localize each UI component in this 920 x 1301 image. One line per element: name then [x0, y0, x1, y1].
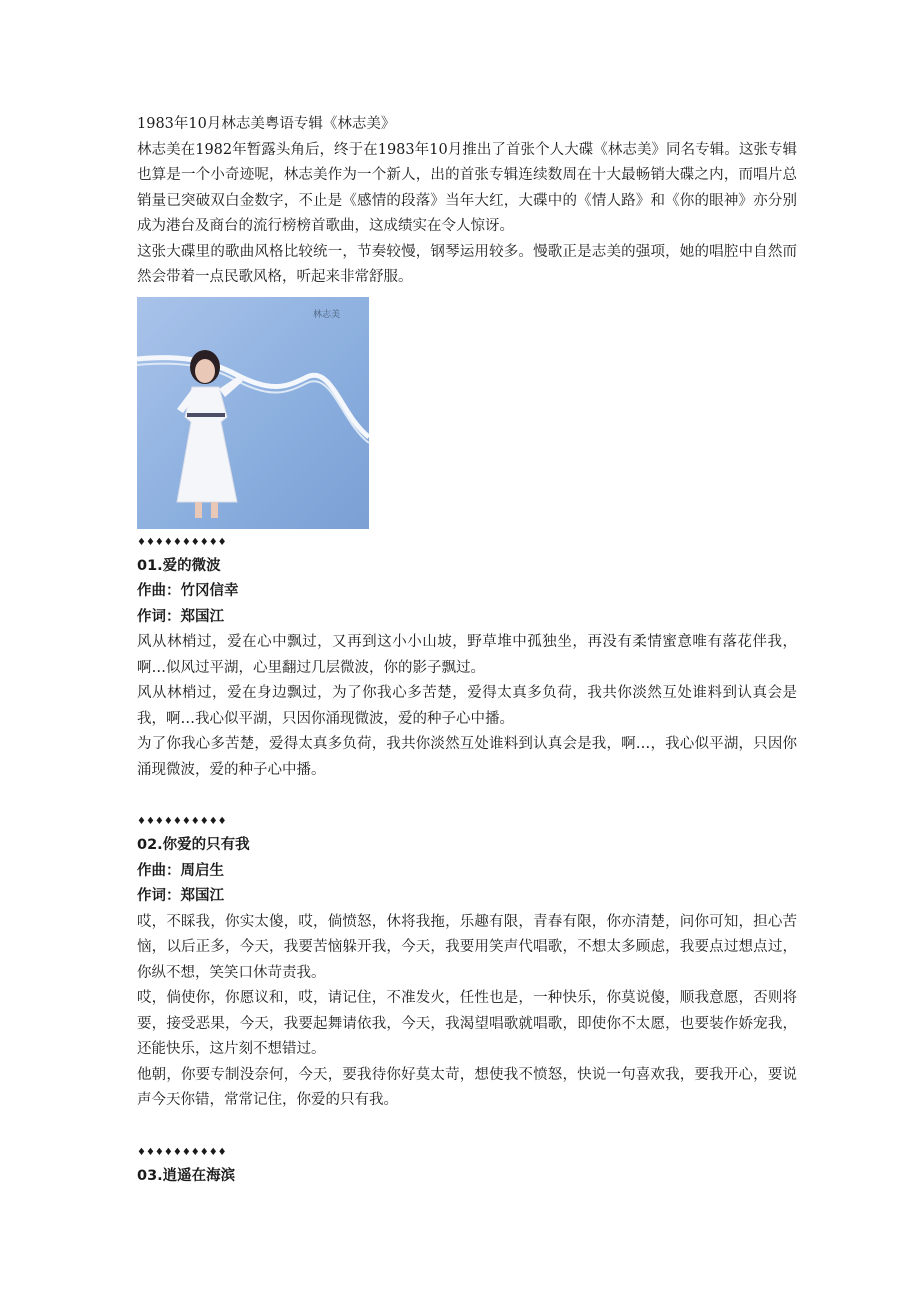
song-title: 02.你爱的只有我 [137, 837, 250, 853]
document-page [137, 112, 797, 1189]
lyrics-paragraph: 哎，不睬我，你实太傻，哎，倘愤怒，休将我拖，乐趣有限，青春有限，你亦清楚，问你可知，担心苦恼，以后正多，今天，我要苦恼躲开我，今天，我要用笑声代唱歌，不想太多顾虑，我要点过想点过，你纵不想，笑笑口休苛责我。 [137, 913, 797, 981]
intro-paragraph-1: 林志美在1982年暂露头角后，终于在1983年10月推出了首张个人大碟《林志美》同名专辑。这张专辑也算是一个小奇迹呢，林志美作为一个新人，出的首张专辑连续数周在十大最畅销大碟之内，而唱片总销量已突破双白金数字，不止是《感情的段落》当年大红，大碟中的《情人路》和《你的眼神》亦分别成为港台及商台的流行榜榜首歌曲，这成绩实在令人惊讶。 [137, 141, 797, 234]
song-composer: 作曲：周启生 [137, 862, 224, 879]
diamond-separator: ♦♦♦♦♦♦♦♦♦♦ [137, 536, 227, 548]
lyrics-paragraph: 风从林梢过，爱在身边飘过，为了你我心多苦楚，爱得太真多负荷，我共你淡然互处谁料到认真会是我，啊…我心似平湖，只因你涌现微波，爱的种子心中播。 [137, 685, 797, 727]
cover-caption: 林志美 [313, 309, 341, 320]
album-heading: 1983年10月林志美粤语专辑《林志美》 [137, 116, 396, 132]
song-title: 03.逍遥在海滨 [137, 1167, 236, 1184]
lyrics-paragraph: 他朝，你要专制没奈何，今天，要我待你好莫太苛，想使我不愤怒，快说一句喜欢我，要我开心，要说声今天你错，常常记住，你爱的只有我。 [137, 1066, 797, 1108]
song-lyricist: 作词：郑国江 [137, 888, 224, 904]
song-title: 01.爱的微波 [137, 557, 221, 574]
blank-line [137, 783, 797, 808]
song-lyricist: 作词：郑国江 [137, 608, 224, 625]
album-cover-image [137, 297, 369, 529]
intro-paragraph-2: 这张大碟里的歌曲风格比较统一，节奏较慢，钢琴运用较多。慢歌正是志美的强项，她的唱腔中自然而然会带着一点民歌风格，听起来非常舒服。 [137, 243, 797, 285]
song-section-3 [137, 1142, 797, 1190]
diamond-separator: ♦♦♦♦♦♦♦♦♦♦ [137, 1146, 227, 1158]
lyrics-paragraph: 为了你我心多苦楚，爱得太真多负荷，我共你淡然互处谁料到认真会是我，啊…，我心似平湖，只因你涌现微波，爱的种子心中播。 [137, 736, 797, 778]
song-section-2 [137, 811, 797, 1114]
song-section-1 [137, 532, 797, 784]
diamond-separator: ♦♦♦♦♦♦♦♦♦♦ [137, 816, 227, 827]
lyrics-paragraph: 哎，倘使你，你愿议和，哎，请记住，不准发火，任性也是，一种快乐，你莫说傻，顺我意愿，否则将要，接受恶果，今天，我要起舞请依我，今天，我渴望唱歌就唱歌，即使你不太愿，也要装作娇宠我，还能快乐，这片刻不想错过。 [137, 990, 797, 1057]
lyrics-paragraph: 风从林梢过，爱在心中飘过，又再到这小小山坡，野草堆中孤独坐，再没有柔情蜜意唯有落花伴我，啊…似风过平湖，心里翻过几层微波，你的影子飘过。 [137, 634, 797, 676]
blank-line [137, 1114, 797, 1139]
song-composer: 作曲：竹冈信幸 [137, 583, 239, 599]
